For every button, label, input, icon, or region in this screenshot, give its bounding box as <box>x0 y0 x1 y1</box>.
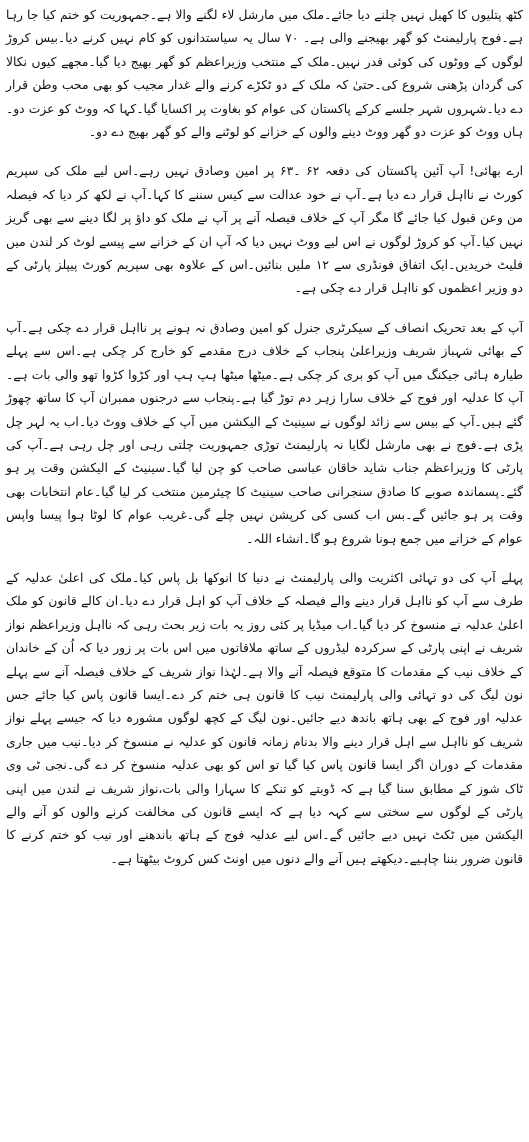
paragraph-2: ارے بھائی! آپ آئین پاکستان کی دفعہ ۶۲ ۔۶۳ پر امین وصادق نہیں رہے۔اس لیے ملک کی سپریم کورٹ نے نااہل قرار دے دیا ہے۔آپ نے خود عدالت سے کیس سننے کا کہا۔آپ نے لکھ کر دیا کہ فیصلہ من وعن قبول کیا جائے گا مگر آپ کے خلاف فیصلہ آنے پر آپ نے ملک کو داؤ پر لگا دینے سے بھی گریز نہیں کیا۔آپ کو کروڑ لوگوں نے اس لیے ووٹ نہیں دیا کہ آپ ان کے خزانے سے پیسے لوٹ کر لندن میں فلیٹ خریدیں۔ایک اتفاق فونڈری سے ۱۲ ملیں بنائیں۔اس کے علاوہ بھی سپریم کورٹ پیپلز پارٹی کے دو وزیر اعظموں کو نااہل قرار دے چکی ہے۔ <box>6 164 524 296</box>
paragraph-4: پہلے آپ کی دو تہائی اکثریت والی پارلیمنٹ نے دنیا کا انوکھا بل پاس کیا۔ملک کی اعلیٰ عدلیہ کے طرف سے آپ کو نااہل قرار دینے والے فیصلہ کے خلاف آپ کو اہل قرار دے دیا۔ان کالے قانون کو ملک اعلیٰ عدلیہ نے منسوخ کر دیا گیا۔اب میڈیا پر کئی روز یہ بات زیر بحث رہی کہ نااہل وزیراعظم نواز شریف نے اپنی پارٹی کے سرکردہ لیڈروں کے ساتھ ملاقاتوں میں اس بات پر زور دیا کہ اُن کے خاندان کے خلاف نیب کے مقدمات کا متوقع فیصلہ آنے والا ہے۔لہٰذا نواز شریف کے خلاف فیصلہ آنے سے پہلے نون لیگ کی دو تہائی والی پارلیمنٹ نیب کا قانون ہی ختم کر دے۔ایسا قانون پاس کیا جائے جس عدلیہ اور فوج کے بھی ہاتھ باندھ دیے جائیں۔نون لیگ کے کچھ لوگوں مشورہ دیا کہ جیسے پہلے نواز شریف کو نااہل سے اہل قرار دینے والا بدنام زمانہ قانون کو عدلیہ نے منسوخ کر دیا۔نیب میں جاری مقدمات کے دوران اگر ایسا قانون پاس کیا گیا تو اس کو بھی عدلیہ منسوخ کر دے گی۔نجی ٹی وی ٹاک شوز کے مطابق سنا گیا ہے کہ ڈوبتے کو تنکے کا سہارا والی بات،نواز شریف نے لندن میں اپنی پارٹی کے لوگوں سے سختی سے کہہ دیا ہے کہ ایسے قانون کی مخالفت کرنے والوں کو آنے والے الیکشن میں ٹکٹ نہیں دیے جائیں گے۔اس لیے عدلیہ فوج کے ہاتھ باندھنے اور نیب کو ختم کرنے کا قانون ضرور بننا چاہیے۔دیکھتے ہیں آنے والے دنوں میں اونٹ کس کروٹ بیٹھتا ہے۔ <box>6 570 523 866</box>
paragraph-3: آپ کے بعد تحریک انصاف کے سیکرٹری جنرل کو امین وصادق نہ ہونے پر نااہل قرار دے چکی ہے۔آپ کے بھائی شہباز شریف وزیراعلیٰ پنجاب کے خلاف درج مقدمے کو خارج کر چکی ہے۔اس سے پہلے طیارہ ہائی جیکنگ میں آپ کو بری کر چکی ہے۔میٹھا میٹھا ہپ ہپ اور کڑوا کڑوا تھو والی بات ہے۔آپ کا عدلیہ اور فوج کے خلاف سارا زہر دم توڑ گیا ہے۔پنجاب سے درجنوں ممبران آپ کا ساتھ چھوڑ گئے ہیں۔آپ کے بیس سے زائد لوگوں نے سینیٹ کے الیکشن میں آپ کے خلاف ووٹ دیا۔اب یہ لہر چل پڑی ہے۔فوج نے بھی مارشل لگایا نہ پارلیمنٹ توڑی جمہوریت چلتی رہی اور چل رہی ہے۔آپ کی پارٹی کا وزیراعظم جناب شاید خاقان عباسی صاحب کو چن لیا گیا۔سینیٹ کے الیکشن وقت پر ہو گئے۔پسماندہ صوبے کا صادق سنجرانی صاحب سینیٹ کا چیئرمین منتخب کر لیا گیا۔عام انتخابات بھی وقت پر ہو جائیں گے۔بس اب کسی کی کرپشن نہیں چلے گی۔غریب عوام کا لوٹا ہوا پیسا واپس عوام کے خزانے میں جمع ہونا شروع ہو گا۔انشاء اللہ۔ <box>6 320 523 546</box>
paragraph-1: کٹھ پتلیوں کا کھیل نہیں چلنے دیا جائے۔ملک میں مارشل لاء لگنے والا ہے۔جمہوریت کو ختم کیا جا رہا ہے۔فوج پارلیمنٹ کو گھر بھیجنے والی ہے۔ ۷۰ سال یہ سیاستدانوں کو کام نہیں کرنے دیا۔بیس کروڑ لوگوں کے ووٹوں کی کوئی قدر نہیں۔ملک کے منتخب وزیراعظم کو گھر بھیج دیا گیا۔مجھے کیوں نکالا کی گردان پڑھنی شروع کی۔حتیٰ کہ ملک کے دو ٹکڑے کرنے والے غدار مجیب کو بھی محب وطن قرار دے دیا۔شہروں شہر جلسے کرکے پاکستان کی عوام کو بغاوت پر اکسایا گیا۔کہا کہ ووٹ کو عزت دو۔ہاں ووٹ کو عزت دو گھر ووٹ دینے والوں کے خزانے کو لوٹنے والے کو گھر بھیج دے دو۔ <box>6 8 523 140</box>
